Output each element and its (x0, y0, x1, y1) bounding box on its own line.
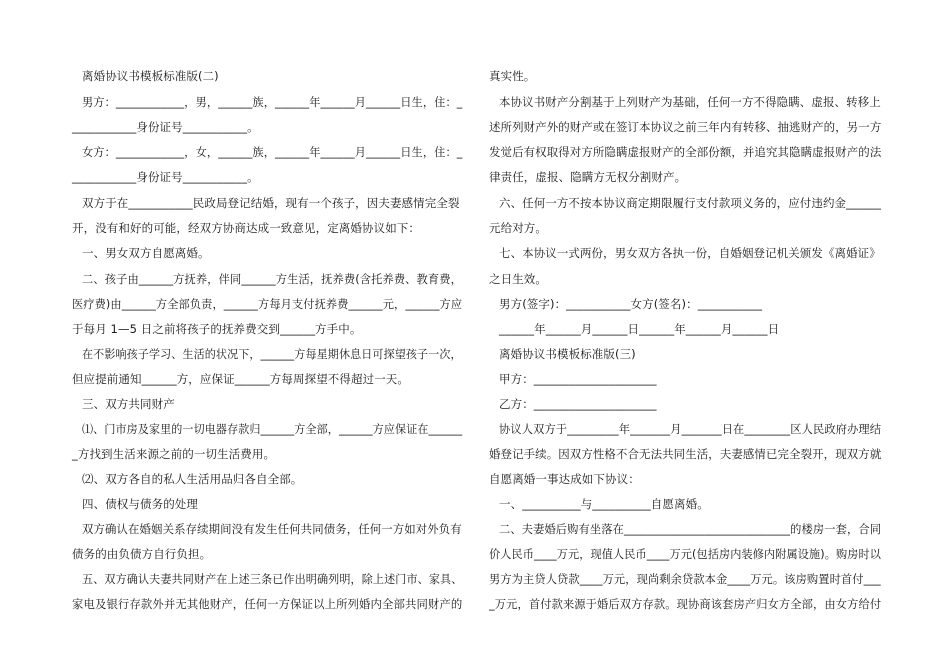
text-line: 女方：____________，女，______族，______年______月______日生，住：_ (82, 145, 463, 159)
text-line: 律责任，虚报、隐瞒方无权分割财产。 (489, 170, 687, 184)
text-line: 之日生效。 (489, 272, 547, 286)
date-line: ______年______月______日______年______月______日 (499, 322, 780, 336)
text-line: 男方：____________，男，______族，______年______月______日生，住：_ (82, 95, 463, 109)
text-line: 一、男女双方自愿离婚。 (82, 246, 210, 260)
text-line: 双方于在___________民政局登记结婚，现有一个孩子，因夫妻感情完全裂 (82, 196, 460, 210)
section-title: 离婚协议书模板标准版(二) (82, 69, 219, 83)
section-title: 离婚协议书模板标准版(三) (499, 347, 636, 361)
text-line: 元给对方。 (489, 221, 547, 235)
text-line: 二、孩子由______方抚养，伴同______方生活，抚养费(含托养费、教育费， (82, 272, 462, 286)
section-heading: 三、双方共同财产 (82, 397, 175, 411)
text-line: 债务的由负债方自行负担。 (72, 547, 212, 561)
text-line: 真实性。 (489, 69, 536, 83)
text-line: 婚登记手续。因双方性格不合无法共同生活，夫妻感情已完全裂开，现双方就 (489, 447, 882, 461)
text-line: _万元，首付款来源于婚后双方存款。现协商该套房产归女方全部，由女方给付 (489, 597, 882, 611)
text-line: 本协议书财产分割基于上列财产为基础，任何一方不得隐瞒、虚报、转移上 (499, 95, 881, 109)
text-line: ___________身份证号___________。 (72, 120, 259, 134)
text-line: 七、本协议一式两份，男女双方各执一份，自婚姻登记机关颁发《离婚证》 (499, 246, 881, 260)
text-line: 但应提前通知______方，应保证______方每周探望不得超过一天。 (72, 372, 409, 386)
text-line: 五、双方确认夫妻共同财产在上述三条已作出明确列明，除上述门市、家具、 (82, 572, 463, 586)
text-line: 医疗费)由______方全部负责，______方每月支付抚养费______元，______方应 (72, 297, 463, 311)
text-line: 述所列财产外的财产或在签订本协议之前三年内有转移、抽逃财产的，另一方 (489, 120, 882, 134)
text-line: 价人民币____万元，现值人民币____万元(包括房内装修内附属设施)。购房时以 (489, 547, 881, 561)
text-line: 自愿离婚一事达成如下协议： (489, 472, 640, 486)
text-line: 六、任何一方不按本协议商定期限履行支付款项义务的，应付违约金______ (499, 196, 882, 210)
text-line: ⑵、双方各自的私人生活用品归各自全部。 (82, 472, 303, 486)
text-line: 双方确认在婚姻关系存续期间没有发生任何共同债务，任何一方如对外负有 (82, 522, 462, 536)
text-line: 二、夫妻婚后购有坐落在_____________________________的楼房一套，合同 (499, 522, 882, 536)
party-a-line: 甲方：_____________________ (499, 372, 657, 386)
text-line: 家电及银行存款外并无其他财产，任何一方保证以上所列婚内全部共同财产的 (72, 597, 463, 611)
party-b-line: 乙方：_____________________ (499, 397, 657, 411)
signature-line: 男方(签字)：___________女方(签名)：___________ (499, 297, 763, 311)
text-line: 协议人双方于_________年_______月_______日在________区人民政府办理结 (499, 422, 882, 436)
text-line: ⑴、门市房及家里的一切电器存款归______方全部，______方应保证在______ (82, 422, 463, 436)
text-line: 开，没有和好的可能，经双方协商达成一致意见，定离婚协议如下： (72, 221, 420, 235)
text-line: _方找到生活来源之前的一切生活费用。 (72, 447, 276, 461)
text-line: 男方为主贷人贷款____万元，现尚剩余贷款本金____万元。该房购置时首付___ (489, 572, 881, 586)
text-line: 在不影响孩子学习、生活的状况下，______方每星期休息日可探望孩子一次， (82, 347, 462, 361)
text-line: 发觉后有权取得对方所隐瞒虚报财产的全部份额，并追究其隐瞒虚报财产的法 (489, 145, 882, 159)
text-line: ___________身份证号___________。 (72, 170, 259, 184)
section-heading: 四、债权与债务的处理 (82, 497, 198, 511)
text-line: 于每月 1—5 日之前将孩子的抚养费交到______方手中。 (72, 322, 362, 336)
text-line: 一、__________与__________自愿离婚。 (499, 497, 709, 511)
